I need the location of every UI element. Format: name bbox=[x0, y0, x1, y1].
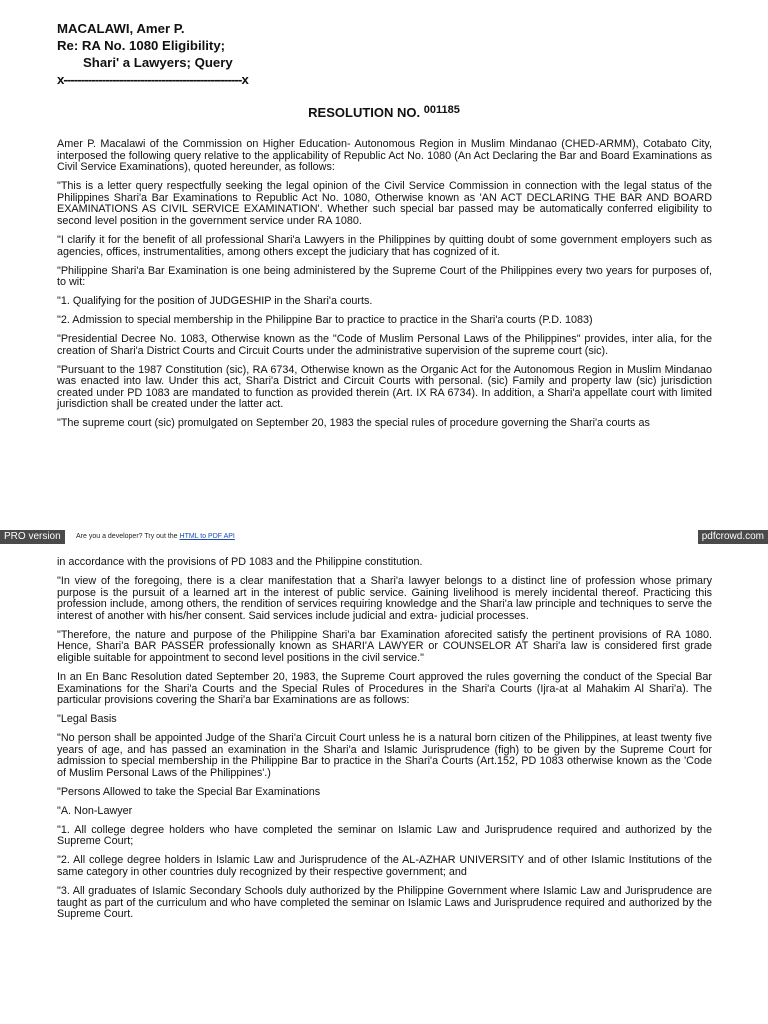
document-header bbox=[57, 20, 712, 88]
developer-promo-text: Are you a developer? Try out the bbox=[76, 533, 180, 540]
paragraph: "The supreme court (sic) promulgated on September 20, 1983 the special rules of procedure governing the Shari'a courts as bbox=[57, 417, 650, 430]
paragraph: in accordance with the provisions of PD 1083 and the Philippine constitution. bbox=[57, 556, 423, 568]
subject-line: Re: RA No. 1080 Eligibility; bbox=[57, 38, 226, 53]
paragraph: "2. Admission to special membership in the Philippine Bar to practice to practice in the Shari'a courts (P.D. 1083) bbox=[57, 314, 593, 327]
paragraph: "Pursuant to the 1987 Constitution (sic), RA 6734, Otherwise known as the Organic Act for the Autonomous Region in Muslim Mindanao was enacted into law. Under this act, Shari'a District and Circuit Courts with personal. (sic) Family and property law (sic) jurisdiction created under PD 1083 are mandated to function as provided therein (Art. IX RA 6734). In addition, a Shari'a appellate court with limited jurisdiction shall be created under the latter act. bbox=[57, 363, 712, 411]
pdfcrowd-brand[interactable]: pdfcrowd.com bbox=[698, 530, 768, 544]
resolution-number: 001185 bbox=[423, 104, 460, 116]
paragraph: "In view of the foregoing, there is a clear manifestation that a Shari'a lawyer belongs to a distinct line of profession whose primary purpose is the pursuit of a learned art in the interest of public service. Gaining livelihood is merely incidental thereof. Practicing this profession include, among others, the rendition of services requiring knowledge and the Shari'a law principle and techniques to serve the interest of another with his/her consent. Said services include judicial and extra- judicial processes. bbox=[57, 574, 712, 622]
subject-topic: Shari' a Lawyers; Query bbox=[83, 55, 233, 70]
header-separator: x---------------------------------------------------x bbox=[57, 72, 248, 87]
developer-promo bbox=[76, 533, 235, 540]
paragraph: "Persons Allowed to take the Special Bar Examinations bbox=[57, 785, 321, 798]
paragraph: "3. All graduates of Islamic Secondary Schools duly authorized by the Philippine Government where Islamic Law and Jurisprudence are taught as part of the curriculum and who have completed the seminar on Islamic Laws and Jurisprudence required and authorized by the Supreme Court. bbox=[57, 884, 712, 921]
paragraph: "Philippine Shari'a Bar Examination is one being administered by the Supreme Court of the Philippines every two years for purposes of, to wit: bbox=[57, 264, 712, 289]
page-2-body bbox=[57, 557, 712, 928]
paragraph: "1. Qualifying for the position of JUDGESHIP in the Shari'a courts. bbox=[57, 295, 373, 308]
paragraph: "A. Non-Lawyer bbox=[57, 804, 133, 817]
addressee-name: MACALAWI, Amer P. bbox=[57, 21, 185, 36]
paragraph: "Legal Basis bbox=[57, 713, 117, 726]
resolution-title bbox=[0, 104, 768, 120]
html-to-pdf-api-link[interactable]: HTML to PDF API bbox=[179, 533, 235, 540]
paragraph: "Therefore, the nature and purpose of the Philippine Shari'a bar Examination aforecited satisfy the pertinent provisions of RA 1080. Hence, Shari'a BAR PASSER professionally known as SHARI'A LAWYER or COUNSELOR AT Shari'a law is considered first grade eligible suitable for appointment to second level positions in the civil service." bbox=[57, 628, 712, 664]
paragraph: "I clarify it for the benefit of all professional Shari'a Lawyers in the Philippines by quitting doubt of some government employers such as agencies, offices, instrumentalities, among others except the judiciary that has cognized of it. bbox=[57, 233, 712, 258]
resolution-label: RESOLUTION NO. bbox=[308, 105, 421, 120]
page-1-body bbox=[57, 139, 712, 437]
paragraph: "This is a letter query respectfully seeking the legal opinion of the Civil Service Commission in connection with the legal status of the Philippines Shari'a Bar Examinations to Republic Act No. 1080, Otherwise known as 'AN ACT DECLARING THE BAR AND BOARD EXAMINATIONS AS CIVIL SERVICE EXAMINATION'. Whether such special bar passed may be automatically conferred eligibility to second level position in the government service under RA 1080. bbox=[57, 180, 712, 227]
pdf-watermark-bar bbox=[0, 530, 768, 545]
paragraph: In an En Banc Resolution dated September 20, 1983, the Supreme Court approved the rules governing the conduct of the Special Bar Examinations for the Shari'a Courts and the Special Rules of Procedures in the Shari'a Courts (Ijra-at al Mahakim Al Shari'a). The particular provisions covering the Shari'a bar Examinations are as follows: bbox=[57, 670, 712, 707]
pro-version-badge: PRO version bbox=[0, 530, 65, 544]
paragraph: "Presidential Decree No. 1083, Otherwise known as the "Code of Muslim Personal Laws of the Philippines" provides, inter alia, for the creation of Shari'a District Courts and Circuit Courts under the administrative supervision of the supreme court (sic). bbox=[57, 333, 712, 357]
paragraph: "2. All college degree holders in Islamic Law and Jurisprudence of the AL-AZHAR UNIVERSITY and of other Islamic Institutions of the same category in other countries duly recognized by their respective government; and bbox=[57, 854, 712, 878]
paragraph: "No person shall be appointed Judge of the Shari'a Circuit Court unless he is a natural born citizen of the Philippines, at least twenty five years of age, and has passed an examination in the Shari'a and Islamic Jurisprudence (figh) to be given by the Supreme Court for admission to special membership in the Philippine Bar to practice in the Shari'a Courts (Art.152, PD 1083 otherwise known as the 'Code of Muslim Personal Laws of the Philippines'.) bbox=[57, 732, 712, 779]
paragraph: Amer P. Macalawi of the Commission on Higher Education- Autonomous Region in Muslim Mindanao (CHED-ARMM), Cotabato City, interposed the following query relative to the applicability of Republic Act No. 1080 (An Act Declaring the Bar and Board Examinations as Civil Service Examinations), quoted hereunder, as follows: bbox=[57, 138, 712, 174]
paragraph: "1. All college degree holders who have completed the seminar on Islamic Law and Jurisprudence required and authorized by the Supreme Court; bbox=[57, 823, 712, 848]
